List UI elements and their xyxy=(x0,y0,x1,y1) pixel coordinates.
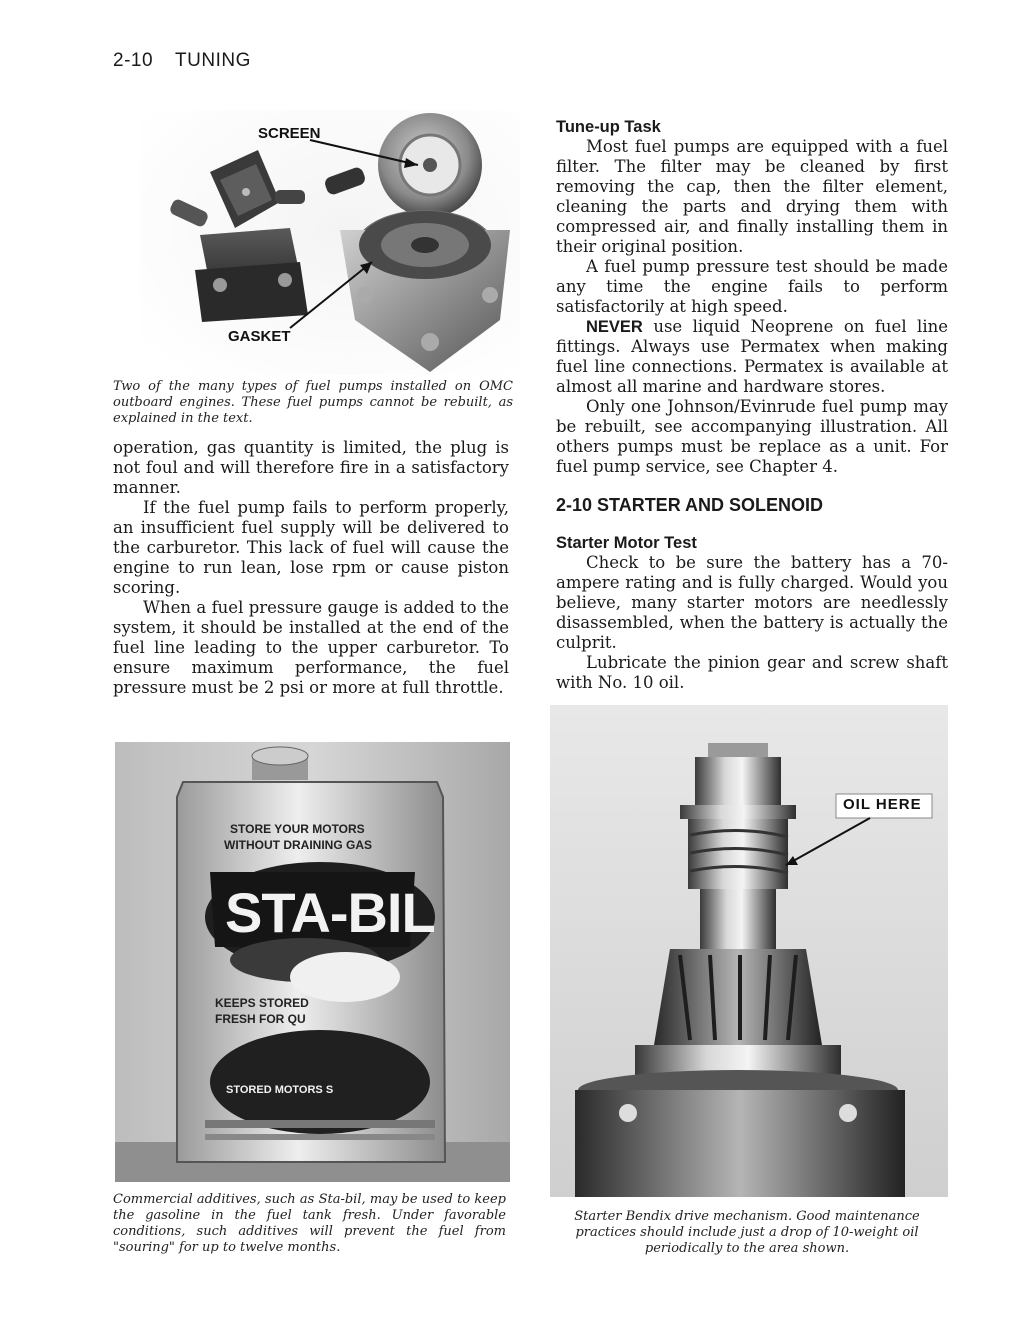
left-column xyxy=(113,438,509,698)
screen-label: SCREEN xyxy=(258,125,321,142)
tuneup-paragraph-2: A fuel pump pressure test should be made any time the engine fails to perform satisfactorily at high speed. xyxy=(556,257,948,316)
bendix-caption: Starter Bendix drive mechanism. Good maintenance practices should include just a drop of 10-weight oil periodically to the area shown. xyxy=(574,1209,920,1256)
starter-paragraph-2: Lubricate the pinion gear and screw shaft with No. 10 oil. xyxy=(556,653,948,692)
can-text-5: STORED MOTORS S xyxy=(226,1084,334,1096)
can-text-4: FRESH FOR QU xyxy=(215,1012,306,1026)
page-header xyxy=(113,50,251,72)
stabil-caption: Commercial additives, such as Sta-bil, may be used to keep the gasoline in the fuel tank fresh. Under favorable conditions, such additives will prevent the fuel from "souring" for up to twelve months. xyxy=(113,1192,506,1255)
tuneup-paragraph-1: Most fuel pumps are equipped with a fuel filter. The filter may be cleaned by first removing the cap, then the filter element, cleaning the parts and drying them with compressed air, and finally installing them in their original position. xyxy=(556,137,948,256)
oil-here-label: OIL HERE xyxy=(843,796,922,813)
fuel-pumps-photo xyxy=(140,110,520,375)
can-brand: STA-BIL xyxy=(225,881,435,944)
tuneup-paragraph-4: Only one Johnson/Evinrude fuel pump may be rebuilt, see accompanying illustration. All others pumps must be replace as a unit. For fuel pump service, see Chapter 4. xyxy=(556,397,948,476)
tuneup-heading: Tune-up Task xyxy=(556,118,661,136)
fuel-pumps-caption: Two of the many types of fuel pumps installed on OMC outboard engines. These fuel pumps cannot be rebuilt, as explained in the text. xyxy=(113,379,513,426)
section-heading: 2-10 STARTER AND SOLENOID xyxy=(556,495,824,515)
bendix-photo xyxy=(550,705,948,1197)
starter-paragraph-1: Check to be sure the battery has a 70-ampere rating and is fully charged. Would you believe, many starter motors are needlessly disassembled, when the battery is actually the culprit. xyxy=(556,553,948,652)
can-text-1: STORE YOUR MOTORS xyxy=(230,822,365,836)
page-number: 2-10 xyxy=(113,50,154,71)
left-paragraph-2: If the fuel pump fails to perform properly, an insufficient fuel supply will be delivered to the carburetor. This lack of fuel will cause the engine to run lean, lose rpm or cause piston scoring. xyxy=(113,498,509,597)
right-column xyxy=(556,117,948,693)
left-paragraph-1: operation, gas quantity is limited, the plug is not foul and will therefore fire in a satisfactory manner. xyxy=(113,438,509,497)
tuneup-paragraph-3-text: use liquid Neoprene on fuel line fittings. Always use Permatex when making fuel line connections. Permatex is available at almost all marine and hardware stores. xyxy=(556,317,948,396)
stabil-can-photo xyxy=(115,742,510,1182)
can-text-2: WITHOUT DRAINING GAS xyxy=(224,838,372,852)
gasket-label: GASKET xyxy=(228,328,291,345)
left-paragraph-3: When a fuel pressure gauge is added to the system, it should be installed at the end of the fuel line leading to the upper carburetor. To ensure maximum performance, the fuel pressure must be 2 psi or more at full throttle. xyxy=(113,598,509,697)
starter-heading: Starter Motor Test xyxy=(556,534,697,552)
never-emphasis: NEVER xyxy=(586,318,643,336)
section-title: TUNING xyxy=(175,50,251,71)
can-text-3: KEEPS STORED xyxy=(215,996,309,1010)
tuneup-paragraph-3 xyxy=(556,317,948,397)
